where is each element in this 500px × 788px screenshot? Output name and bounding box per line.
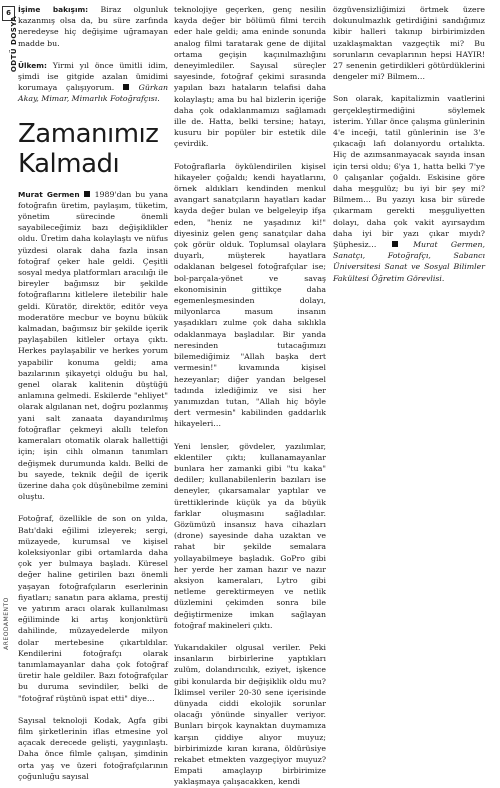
column-1 [18, 4, 168, 781]
answer-text: Biraz olgunluk kazanmış olsa da, bu süre zarfında neredeyse hiç değişime uğramayan madde bu. [18, 5, 168, 48]
signature: Murat Germen, Sanatçı, Fotoğrafçı, Sabancı Üniversitesi Sanat ve Sosyal Bilimler Fakültesi Öğretim Görevlisi. [333, 240, 486, 283]
article-paragraph [333, 93, 485, 283]
answer-work-view [18, 4, 168, 49]
article-paragraph [18, 189, 168, 503]
magazine-name: AREODAMENTO [2, 597, 10, 650]
answer-lead: İşime bakışım: [18, 5, 89, 14]
article-author: Murat Germen [18, 189, 80, 199]
separator-mark-icon [84, 191, 90, 197]
signature: Gürkan Akay, Mimar, Mimarlık Fotoğrafçısı. [18, 83, 168, 104]
page-margin [0, 0, 19, 700]
paragraph-text: 1989'dan bu yana fotoğrafın üretim, paylaşım, tüketim, yönetim sürecinde önemli sayabileceğimiz bazı değişiklikler oldu. Üretim daha kolaylaştı ve nüfus yüzdesi olarak daha fazla insan fotoğraf çeker hale geldi. Çeşitli sosyal medya platformları aracılığı ile bireyler bağımsız bir şekilde fotoğraflarını kitlelere iletebilir hale geldi. Küratör, direktör, editör veya moderatöre mecbur ve boynu bükük kalmadan, bağımsız bir şekilde içerik paylaşabilen kitleler ortaya çıktı. Herkes paylaşabilir ve herkes yorum yapabilir konuma geldi; ama bazılarının şikayetçi olduğu bu hal, genel olarak kalitenin düştüğü anlamına gelmedi. Eskilerde "ehliyet" olarak algılanan net, doğru pozlanmış yani salt zanaata dayandırılmış fotoğraflar çekmeyi akıllı telefon kameraları otomatik olarak hallettiği için; işin cihlı olmanın tanımları değişmek durumunda kaldı. Belki de bu sayede, teknik değil de içerik üzerine daha çok düşünebilme zemini oluştu. [18, 189, 168, 502]
column-3 [333, 4, 485, 696]
article-paragraph: Fotoğraf, özellikle de son on yılda, Batı'daki eğilimi izleyerek; sergi, müzayede, kurumsal ve kişisel koleksiyonlar gibi ortamlarda daha çok yer bulmaya başladı. Küresel değer haline getirilen bazı önemli yaşayan fotoğrafçıların eserlerinin fiyatları; sanatın para aklama, prestij ve yatırım aracı olarak kullanılması eğiliminde ki artış konjonktürü dahilinde, müzayedelerde milyon dolar mertebesine çıkartıldılar. Kendilerini fotoğrafçı olarak tanımlamayanlar daha çok fotoğraf üretir hale geldiler. Bazı fotoğrafçılar bu duruma sevindiler, belki de "fotoğraf rüştünü ispat etti" diye… [18, 514, 168, 703]
article-paragraph: teknolojiye geçerken, genç nesilin kayda değer bir bölümü filmi tercih eder hale geldi; ama eninde sonunda analog filmi taratarak gene de dijital ortama geçişin kaçınılmazlığını deneyimlediler. Sayısal süreçler sayesinde, fotoğraf çekimi sırasında yapılan bazı hataların telafisi daha kolaylaştı; ama bu hal bizlerin içeriğe daha çok odaklanmamızı sağlamadı ille de. Hatta, belki tersine; hatayı, kusuru bir popüler bir estetik dile çevirdik. [174, 5, 326, 149]
answer-lead: Ülkem: [18, 60, 47, 70]
article-paragraph: özgüvensizliğimizi örtmek üzere dokunulmazlık getirdiğini sandığımız kibir halleri takınıp birbirimizden uzaklaşmaktan vazgeçtik mi? Bu sorunların cevaplarının hepsi HAYIR! 27 senenin getirdikleri götürdüklerini dengeler mi? Bilmem… [333, 5, 485, 82]
end-mark-icon [123, 84, 129, 90]
page-number: 6 [2, 6, 15, 21]
answer-text: Yirmi yıl önce ümitli idim, şimdi ise gitgide azalan ümidimi korumaya çalışıyorum. [18, 60, 168, 93]
article-paragraph: Fotoğraflarla öykülendirilen kişisel hikayeler çoğaldı; kendi hayatlarını, örnek aldıkları kendinden menkul avangart sanatçıların hayatları kadar kayda değer bulan ve belgeleyip ifşa eden, "heniz ne yaşadınız ki!" diyesiniz gelen genç sanatçılar daha çok görür olduk. Toplumsal olaylara duyarlı, müşterek hayatlara odaklanan belgesel fotoğrafçılar ise; bol-parçala-yönet ve savaş ekonomisinin gittikçe daha egemenleşmesinden dolayı, milyonlarca masum insanın yaşadıkları zulme çok daha sıklıkla odaklanmaya başladılar. Bir yanda neresinden tutacağımızı bilemediğimiz "Allah başka dert vermesin!" kıvamında kişisel hezeyanlar; diğer yandan belgesel tadında izlediğimiz ve sisi her yanımızdan tutan, "Allah hiç böyle dert vermesin" kabilinden gaddarlık hikayeleri… [174, 161, 326, 429]
article-paragraph: Yukarıdakiler olgusal veriler. Peki insanların birbirlerine yaptıkları zulüm, dolandırıcılık, eziyet, işkence gibi konularda bir değişiklik oldu mu? İklimsel veriler 20-30 sene içerisinde dünyada ciddi ekolojik sorunlar olacağı yönünde sinyaller veriyor. Bunları birçok kaynaktan duymamıza karşın çiddiye alıyor muyuz; birbirimizde kıran kırana, öldürüsiye rekabet etmekten vazgeçiyor muyuz? Empati amaçlayıp birbirimize yaklaşmaya çalışacakken, kendi [174, 642, 326, 787]
answer-country [18, 60, 168, 105]
article-paragraph: Sayısal teknoloji Kodak, Agfa gibi film şirketlerinin iflas etmesine yol açacak derecede gelişti, yaygınlaştı. Daha önce filmle çalışan, şimdinin orta yaş ve üzeri fotoğrafçılarının çoğunluğu sayısal [18, 715, 168, 781]
section-label: ODTÜ DOSYA [10, 15, 19, 73]
article-title: Zamanımız Kalmadı [18, 118, 159, 179]
article-paragraph: Yeni lensler, gövdeler, yazılımlar, eklentiler çıktı; kullanamayanlar bunlara her zamanki gibi "tu kaka" dediler; kullanabilenlerin bazıları ise deneyler, çıkarsamalar yaptılar ve ürettiklerinde küçük ya da büyük farklar oluşmasını sağladılar. Gözümüzü insansız hava cihazları (drone) sayesinde daha uzaktan ve rahat bir şekilde semalara yollayabilmeye başladık. GoPro gibi her yerde her zaman hazır ve nazır aksiyon kameraları, Lytro gibi netleme gerektirmeyen ve netlik düzlemini çekimden sonra bile değiştirmenize imkan sağlayan fotoğraf makineleri çıktı. [174, 441, 326, 630]
end-mark-icon [392, 241, 398, 247]
paragraph-text: Son olarak, kapitalizmin vaatlerini gerçekleştirmediğini söylemek isterim. Yıllar önce çalışma günlerinin 4'e inceği, tatil günlerinin ise 3'e çıkacağı lafı dolanıyordu ortalıkta. Hiç de azımsanmayacak sayıda insan için tersi oldu; 6'ya 1, hatta belki 7'ye 0 çalışanlar çoğaldı. Eskisine göre daha meşgulüz; bu iyi bir şey mi? Bilmem… Bu yazıyı kısa bir sürede çıkarmam gerekti meşguliyetten dolayı, daha çok vakit ayırsaydım daha iyi bir yazı çıkar mıydı? Şüphesiz… [333, 94, 485, 250]
column-2 [174, 4, 326, 787]
